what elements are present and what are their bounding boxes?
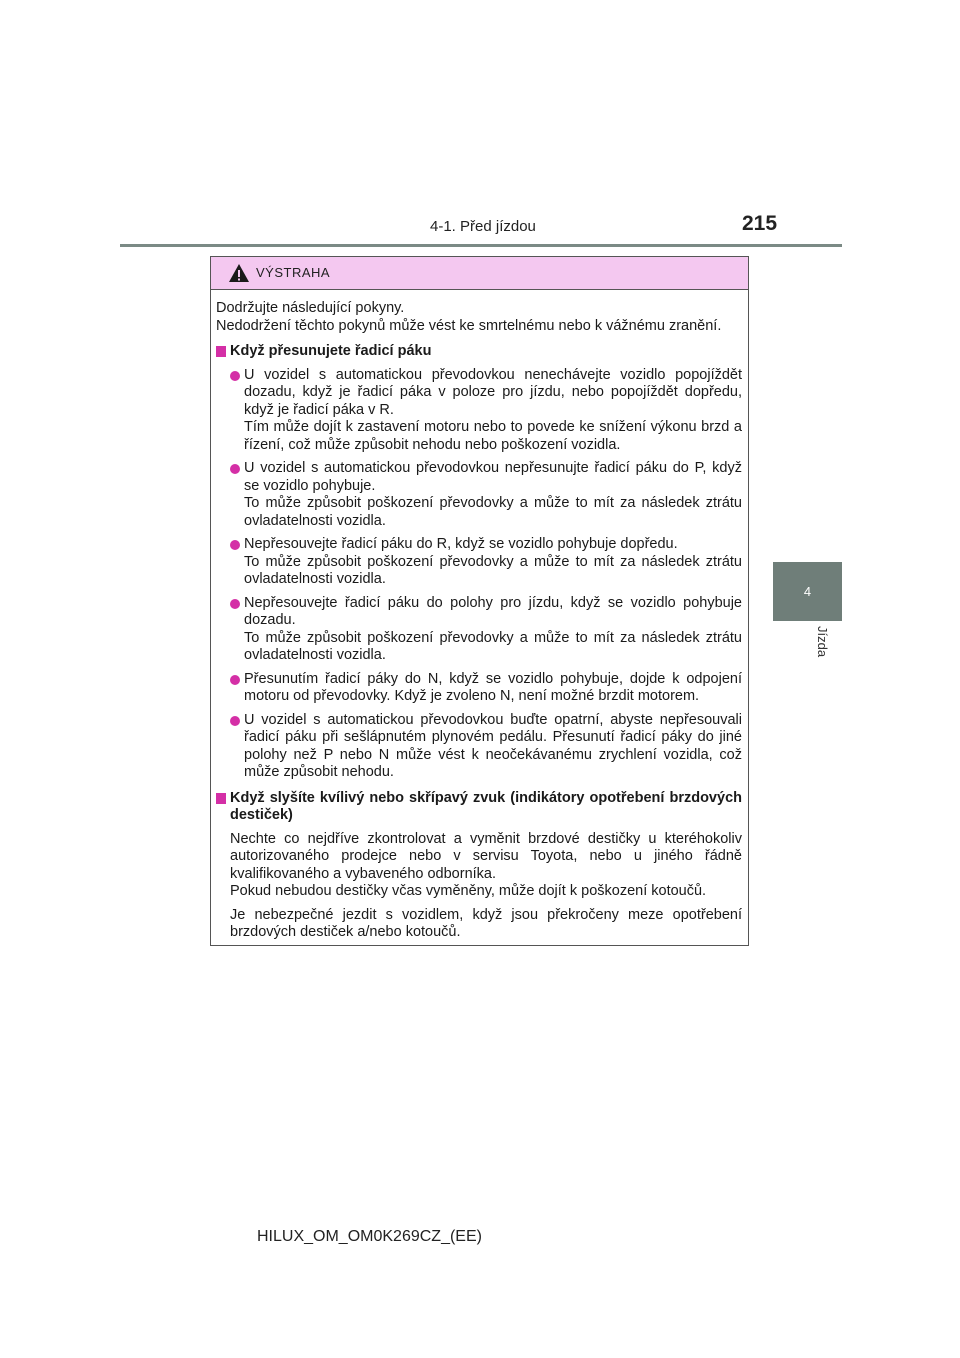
round-bullet-icon (230, 716, 240, 726)
section-heading-text: Když slyšíte kvílivý nebo skřípavý zvuk (indikátory opotřebení brzdových destiček) (230, 789, 742, 823)
bullet-item (216, 536, 742, 589)
section-heading (216, 790, 742, 825)
round-bullet-icon (230, 675, 240, 685)
warning-box (210, 256, 749, 946)
section-paragraph: Nechte co nejdříve zkontrolovat a vyměnit brzdové destičky u kteréhokoliv autorizovaného prodejce nebo v servisu Toyota, nebo u jiného řádně kvalifikovaného a vybaveného odborníka. Pokud nebudou destičky včas vyměněny, může dojít k poškození kotoučů. (230, 830, 742, 899)
warning-triangle-icon (228, 263, 250, 283)
bullet-text: U vozidel s automatickou převodovkou buďte opatrní, abyste nepřesouvali řadicí páku při sešlápnutém plynovém pedálu. Přesunutí řadicí páky do jiné polohy než P nebo N může vést k neočekávanému zrychlení vozidla, což může způsobit nehodu. (244, 711, 742, 780)
bullet-text: U vozidel s automatickou převodovkou nenechávejte vozidlo popojíždět dozadu, když je řadicí páka v poloze pro jízdu, nebo popojíždět dopředu, když je řadicí páka v R. Tím může dojít k zastavení motoru nebo to povede ke snížení výkonu brzd a řízení, což může způsobit nehodu nebo poškození vozidla. (244, 366, 742, 453)
round-bullet-icon (230, 599, 240, 609)
warning-title: VÝSTRAHA (256, 265, 331, 280)
bullet-text: Nepřesouvejte řadicí páku do polohy pro jízdu, když se vozidlo pohybuje dozadu. To může způsobit poškození převodovky a může to mít za následek ztrátu ovladatelnosti vozidla. (244, 594, 742, 663)
square-bullet-icon (216, 793, 226, 804)
round-bullet-icon (230, 540, 240, 550)
intro-line: Nedodržení těchto pokynů může vést ke smrtelnému nebo k vážnému zranění. (216, 317, 722, 334)
round-bullet-icon (230, 464, 240, 474)
warning-intro (216, 300, 742, 335)
header-rule (120, 244, 842, 247)
bullet-item (216, 712, 742, 782)
section-heading-text: Když přesunujete řadicí páku (230, 343, 432, 359)
intro-line: Dodržujte následující pokyny. (216, 300, 405, 316)
bullet-text: U vozidel s automatickou převodovkou nepřesunujte řadicí páku do P, když se vozidlo pohybuje. To může způsobit poškození převodovky a může to mít za následek ztrátu ovladatelnosti vozidla. (244, 460, 742, 529)
round-bullet-icon (230, 371, 240, 381)
warning-body (211, 290, 748, 942)
section-paragraph: Je nebezpečné jezdit s vozidlem, když jsou překročeny meze opotřebení brzdových destiček a/nebo kotoučů. (230, 906, 742, 940)
warning-header (211, 257, 748, 290)
footer-code: HILUX_OM_OM0K269CZ_(EE) (257, 1228, 482, 1245)
bullet-item (216, 460, 742, 530)
bullet-item (216, 595, 742, 665)
chapter-name: Jízda (815, 626, 830, 658)
bullet-item (216, 671, 742, 706)
square-bullet-icon (216, 346, 226, 357)
section-heading (216, 343, 742, 361)
bullet-text: Přesunutím řadicí páky do N, když se vozidlo pohybuje, dojde k odpojení motoru od převodovky. Když je zvoleno N, není možné brzdit motorem. (244, 670, 742, 704)
chapter-tab: 4 (773, 562, 842, 621)
header-section: 4-1. Před jízdou (430, 218, 536, 235)
bullet-item (216, 367, 742, 455)
bullet-text: Nepřesouvejte řadicí páku do R, když se vozidlo pohybuje dopředu. To může způsobit poškození převodovky a může to mít za následek ztrátu ovladatelnosti vozidla. (244, 536, 742, 587)
page-number: 215 (742, 212, 778, 235)
